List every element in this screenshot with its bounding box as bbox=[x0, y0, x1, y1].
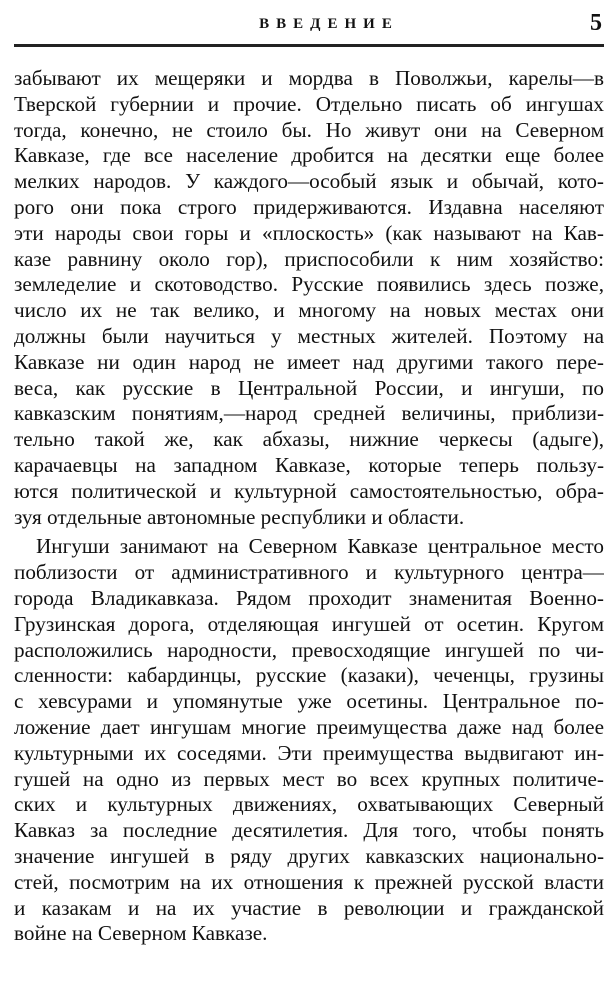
paragraph bbox=[14, 66, 604, 530]
text-line: Ингуши занимают на Северном Кавказе центральное место bbox=[36, 534, 604, 559]
page-header bbox=[14, 12, 604, 42]
text-line: поблизости от административного и культурного центра— bbox=[14, 560, 604, 585]
text-line: войне на Северном Кавказе. bbox=[14, 921, 268, 946]
text-line: стей, посмотрим на их отношения к прежней русской власти bbox=[14, 869, 604, 894]
text-line: гушей на одно из первых мест во всех крупных политиче- bbox=[14, 766, 604, 791]
running-title: ВВЕДЕНИЕ bbox=[259, 16, 399, 32]
text-line: мелких народов. У каждого—особый язык и обычай, кото- bbox=[14, 169, 604, 194]
text-line: казе равнину около гор), приспособили к ним хозяйство: bbox=[14, 246, 604, 271]
text-line: кавказским понятиям,—народ средней величины, приблизи- bbox=[14, 401, 604, 426]
text-line: сленности: кабардинцы, русские (казаки), чеченцы, грузины bbox=[14, 663, 604, 688]
text-line: Грузинская дорога, отделяющая ингушей от осетин. Кругом bbox=[14, 611, 604, 636]
text-line: карачаевцы на западном Кавказе, которые теперь пользу- bbox=[14, 452, 604, 477]
text-line: ложение дает ингушам многие преимущества даже над более bbox=[14, 714, 604, 739]
body-text bbox=[14, 66, 604, 947]
paragraph bbox=[14, 534, 604, 947]
text-line: забывают их мещеряки и мордва в Поволжьи, карелы—в bbox=[14, 66, 604, 90]
text-line: города Владикавказа. Рядом проходит знаменитая Военно- bbox=[14, 585, 604, 610]
text-line: веса, как русские в Центральной России, и ингуши, по bbox=[14, 375, 604, 400]
text-line: значение ингушей в ряду других кавказских национально- bbox=[14, 843, 604, 868]
text-line: Кавказе, где все население дробится на десятки еще более bbox=[14, 143, 604, 168]
text-line: тельно такой же, как абхазы, нижние черкесы (адыге), bbox=[14, 427, 604, 452]
text-line: зуя отдельные автономные республики и области. bbox=[14, 504, 465, 529]
text-line: расположились народности, превосходящие ингушей по чи- bbox=[14, 637, 604, 662]
text-line: должны были научиться у местных жителей. Поэтому на bbox=[14, 323, 604, 348]
text-line: эти народы свои горы и «плоскость» (как называют на Кав- bbox=[14, 220, 604, 245]
text-line: Кавказ за последние десятилетия. Для того, чтобы понять bbox=[14, 818, 604, 843]
text-line: тогда, конечно, не стоило бы. Но живут они на Северном bbox=[14, 117, 604, 142]
text-line: Тверской губернии и прочие. Отдельно писать об ингушах bbox=[14, 91, 604, 116]
text-line: культурными их соседями. Эти преимущества выдвигают ин- bbox=[14, 740, 604, 765]
text-line: Кавказе ни один народ не имеет над другими такого пере- bbox=[14, 349, 604, 374]
text-line: ются политической и культурной самостоятельностью, обра- bbox=[14, 478, 604, 503]
text-line: земледелие и скотоводство. Русские появились здесь позже, bbox=[14, 272, 604, 297]
text-line: рого они пока строго придерживаются. Издавна населяют bbox=[14, 194, 604, 219]
text-line: ских и культурных движениях, охватывающих Северный bbox=[14, 792, 604, 817]
page-number: 5 bbox=[590, 10, 602, 36]
text-line: с хевсурами и упомянутые уже осетины. Центральное по- bbox=[14, 689, 604, 714]
text-line: число их не так велико, и многому на новых местах они bbox=[14, 298, 604, 323]
header-rule bbox=[14, 44, 604, 47]
text-line: и казакам и на их участие в революции и гражданской bbox=[14, 895, 604, 920]
